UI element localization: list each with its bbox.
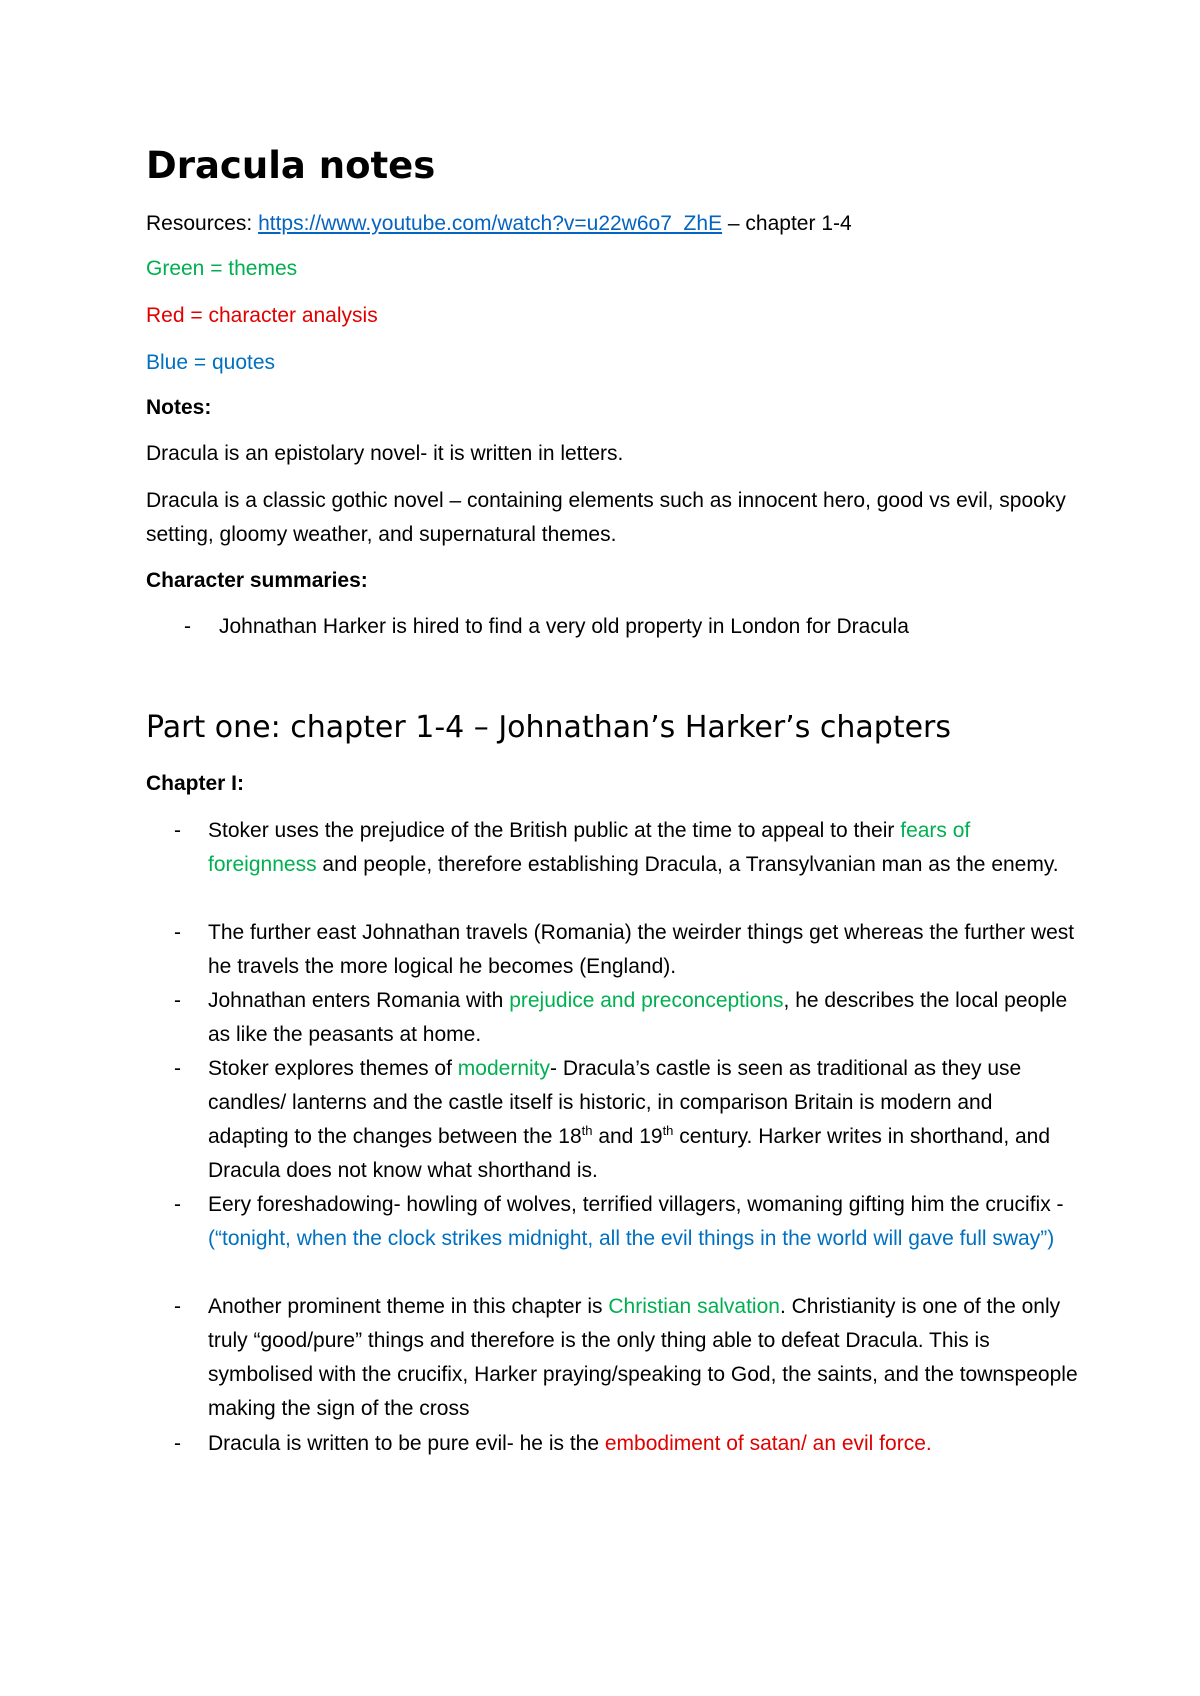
character-highlight: embodiment of satan/ an evil force. [604, 1432, 932, 1455]
bullet-text [208, 1290, 1078, 1426]
text-run: century. Harker writes in shorthand, and Dracula does not know what shorthand is. [208, 1125, 1051, 1182]
document-title: Dracula notes [146, 144, 436, 187]
text-run: Eery foreshadowing- howling of wolves, terrified villagers, womaning gifting him the crucifix - [208, 1193, 1064, 1216]
theme-highlight: fears of foreignness [208, 819, 971, 876]
notes-paragraph-2: Dracula is a classic gothic novel – containing elements such as innocent hero, good vs evil, spooky setting, gloomy weather, and supernatural themes. [146, 489, 1066, 546]
legend-blue: Blue = quotes [146, 351, 276, 374]
resources-label: Resources: [146, 212, 253, 235]
text-run: and people, therefore establishing Dracula, a Transylvanian man as the enemy. [316, 853, 1059, 876]
bullet-text: The further east Johnathan travels (Romania) the weirder things get whereas the further west he travels the more logical he becomes (England). [208, 921, 1075, 978]
youtube-link[interactable]: https://www.youtube.com/watch?v=u22w6o7_ZhE [258, 212, 723, 235]
character-summaries-heading: Character summaries: [146, 569, 368, 592]
superscript: th [581, 1123, 593, 1138]
theme-highlight: Christian salvation [608, 1295, 780, 1318]
bullet-dash: - [174, 1057, 181, 1080]
bullet-text [208, 814, 1078, 882]
bullet-dash: - [174, 1295, 181, 1318]
resources-line [146, 207, 852, 241]
resources-suffix: – chapter 1-4 [727, 212, 852, 235]
text-run: Another prominent theme in this chapter is [208, 1295, 609, 1318]
bullet-dash: - [184, 615, 191, 638]
bullet-dash: - [174, 989, 181, 1012]
text-run: . Christianity is one of the only truly “good/pure” things and therefore is the only thing able to defeat Dracula. This is symbolised with the crucifix, Harker praying/speaking to God, the saints, and the townspeople making the sign of the cross [208, 1295, 1078, 1420]
bullet-dash: - [174, 1432, 181, 1455]
quote-highlight: (“tonight, when the clock strikes midnight, all the evil things in the world will gave full sway”) [208, 1227, 1055, 1250]
text-run: Dracula is written to be pure evil- he is the [208, 1432, 605, 1455]
bullet-dash: - [174, 819, 181, 842]
text-run: Stoker uses the prejudice of the British public at the time to appeal to their [208, 819, 901, 842]
bullet-dash: - [174, 921, 181, 944]
text-run: Stoker explores themes of [208, 1057, 458, 1080]
bullet-text [208, 1188, 1078, 1256]
notes-paragraph-1: Dracula is an epistolary novel- it is written in letters. [146, 442, 624, 465]
text-run: - Dracula’s castle is seen as traditional as they use candles/ lanterns and the castle itself is historic, in comparison Britain is modern and adapting to the changes between the 18 [208, 1057, 1022, 1148]
legend-green: Green = themes [146, 257, 298, 280]
part-one-heading: Part one: chapter 1-4 – Johnathan’s Harker’s chapters [146, 710, 952, 745]
notes-heading: Notes: [146, 396, 212, 419]
bullet-text [208, 1427, 1078, 1461]
character-summary-text: Johnathan Harker is hired to find a very old property in London for Dracula [219, 615, 909, 638]
chapter-1-heading: Chapter I: [146, 772, 245, 795]
text-run: Johnathan enters Romania with [208, 989, 510, 1012]
text-run: and 19 [592, 1125, 663, 1148]
bullet-text [208, 1052, 1078, 1188]
theme-highlight: prejudice and preconceptions [509, 989, 784, 1012]
superscript: th [662, 1123, 674, 1138]
theme-highlight: modernity [457, 1057, 550, 1080]
text-run: , he describes the local people as like the peasants at home. [208, 989, 1068, 1046]
legend-red: Red = character analysis [146, 304, 378, 327]
bullet-dash: - [174, 1193, 181, 1216]
bullet-text [208, 984, 1078, 1052]
